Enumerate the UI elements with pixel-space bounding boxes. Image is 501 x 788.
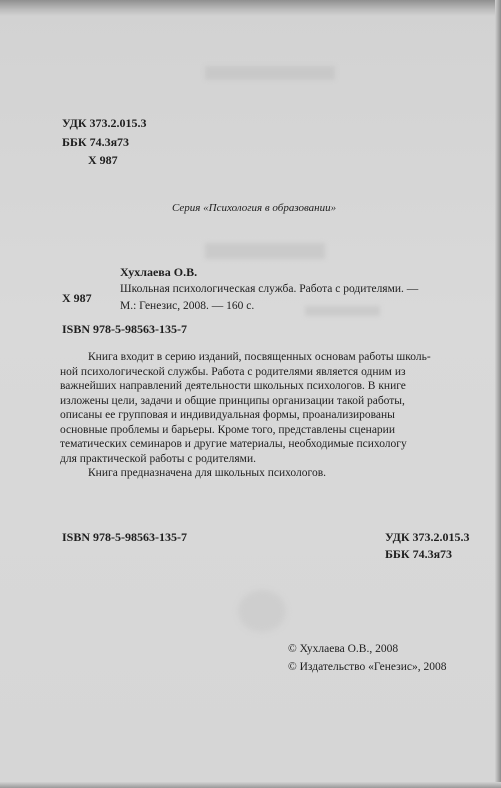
bleed-through-mark xyxy=(305,306,380,316)
bleed-through-logo xyxy=(238,590,286,632)
bleed-through-mark xyxy=(205,243,325,259)
isbn-bottom: ISBN 978-5-98563-135-7 xyxy=(62,530,187,544)
udk-code-top: УДК 373.2.015.3 xyxy=(62,116,147,130)
entry-line: Школьная психологическая служба. Работа с родителями. — xyxy=(120,283,419,295)
annotation-line: тематических семинаров и другие материалы, необходимые психологу xyxy=(60,438,407,450)
copyright-author: © Хухлаева О.В., 2008 xyxy=(288,643,399,655)
page-top-shadow xyxy=(0,0,501,16)
annotation-line: ной психологической службы. Работа с родителями является одним из xyxy=(60,365,406,378)
cutter-code-top: Х 987 xyxy=(88,153,118,167)
bleed-through-mark xyxy=(205,66,335,80)
audience-note: Книга предназначена для школьных психологов. xyxy=(88,467,327,479)
isbn-entry: ISBN 978-5-98563-135-7 xyxy=(62,322,187,336)
bbk-code-top: ББК 74.3я73 xyxy=(62,135,130,149)
annotation-line: для практической работы с родителями. xyxy=(60,452,256,465)
bbk-code-bottom: ББК 74.3я73 xyxy=(385,547,453,561)
annotation-line: Книга входит в серию изданий, посвященных основам работы школь- xyxy=(88,351,431,363)
annotation-paragraph xyxy=(60,350,484,481)
copyright-publisher: © Издательство «Генезис», 2008 xyxy=(288,661,447,673)
annotation-line: основные проблемы и барьеры. Кроме того, представлены сценарии xyxy=(60,423,395,436)
page-bottom-shadow xyxy=(0,782,501,788)
page-right-shadow xyxy=(495,0,501,788)
annotation-line: изложены цели, задачи и общие принципы организации такой работы, xyxy=(60,394,405,407)
udk-code-bottom: УДК 373.2.015.3 xyxy=(385,530,470,544)
annotation-line: важнейших направлений деятельности школьных психологов. В книге xyxy=(60,380,406,392)
entry-line: М.: Генезис, 2008. — 160 с. xyxy=(120,300,255,312)
series-title: Серия «Психология в образовании» xyxy=(172,202,337,214)
cutter-code-entry: Х 987 xyxy=(62,291,92,305)
author-heading: Хухлаева О.В. xyxy=(120,265,198,279)
annotation-line: описаны ее групповая и индивидуальная формы, проанализированы xyxy=(60,409,395,421)
